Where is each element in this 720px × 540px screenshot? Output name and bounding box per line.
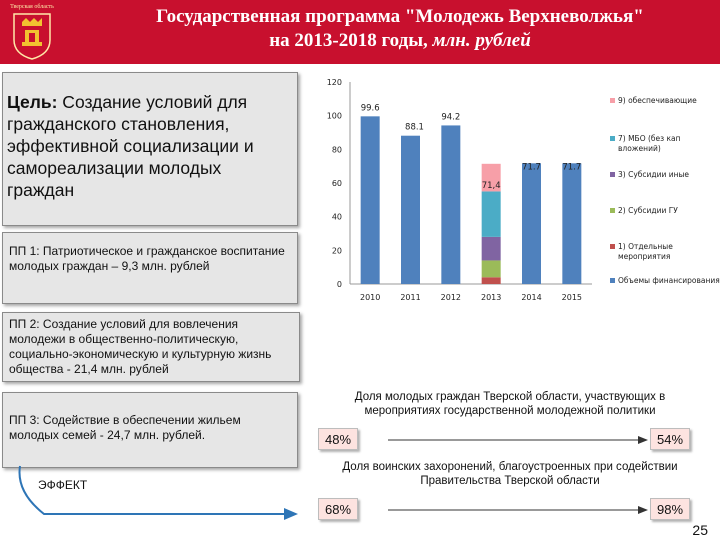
legend-swatch: [610, 244, 615, 249]
bar-data-label: 99.6: [360, 103, 380, 114]
legend-label: 7) МБО (без кап: [618, 134, 681, 143]
legend-swatch: [610, 172, 615, 177]
effect-bracket-arrow: [14, 462, 304, 522]
indicator-1-arrow: [388, 434, 650, 446]
goal-label: Цель:: [7, 92, 58, 112]
x-tick-label: 2014: [521, 293, 542, 302]
legend-swatch: [610, 208, 615, 213]
indicator-1-from: 48%: [318, 428, 358, 450]
y-tick-label: 60: [331, 179, 342, 188]
bar-segment: [401, 136, 420, 284]
y-tick-label: 80: [331, 145, 342, 155]
legend-label: мероприятия: [618, 252, 671, 261]
coat-of-arms-icon: [8, 4, 56, 60]
legend-label: 2) Субсидии ГУ: [618, 206, 678, 215]
x-tick-label: 2011: [400, 293, 421, 302]
bar-segment: [522, 163, 541, 284]
bar-segment: [482, 260, 501, 277]
bar-data-label: 88.1: [405, 122, 424, 133]
x-tick-label: 2010: [359, 293, 381, 302]
bar-data-label: 71,4: [481, 180, 501, 191]
indicator-2-title: Доля воинских захоронений, благоустроенных при содействии Правительства Тверской области: [342, 461, 678, 487]
legend-label: 3) Субсидии иные: [618, 170, 690, 179]
legend-swatch: [610, 136, 615, 141]
legend-swatch: [610, 278, 615, 283]
page-number: 25: [692, 522, 708, 538]
y-tick-label: 100: [326, 111, 342, 121]
subprogram-2-box: ПП 2: Создание условий для вовлечения молодежи в общественно-политическую, социально-экономическую и культурную жизнь общества - 21,4 млн. рублей: [2, 312, 300, 382]
legend-label: 1) Отдельные: [618, 242, 673, 251]
title-line2: [90, 29, 710, 53]
title-line2-main: на 2013-2018 годы,: [269, 30, 428, 51]
y-tick-label: 0: [336, 280, 342, 289]
indicator-2-arrow: [388, 504, 650, 516]
goal-text: Создание условий для гражданского становления, эффективной социализации и самореализации молодых граждан: [7, 92, 254, 200]
funding-bar-chart: [300, 72, 720, 312]
header-banner: [0, 0, 720, 64]
emblem-caption: Тверская область: [10, 4, 54, 10]
indicator-1-to: 54%: [650, 428, 690, 450]
legend-label: Объемы финансирования: [618, 276, 720, 285]
title-line1: Государственная программа "Молодежь Верхневолжья": [156, 6, 644, 27]
goal-box: [2, 72, 298, 226]
y-tick-label: 40: [331, 212, 342, 222]
subprogram-3-box: ПП 3: Содействие в обеспечении жильем молодых семей - 24,7 млн. рублей.: [2, 392, 298, 468]
bar-data-label: 71.7: [562, 162, 582, 173]
title-unit: млн. рублей: [427, 30, 531, 51]
effect-label: ЭФФЕКТ: [38, 478, 88, 492]
bar-segment: [361, 116, 380, 284]
bar-data-label: 71.7: [522, 162, 541, 173]
bar-segment: [482, 277, 501, 284]
legend-label: 9) обеспечивающие: [618, 96, 697, 105]
indicator-1-title: Доля молодых граждан Тверской области, участвующих в мероприятиях государственной молодежной политики: [354, 391, 666, 417]
subprogram-1-box: ПП 1: Патриотическое и гражданское воспитание молодых граждан – 9,3 млн. рублей: [2, 232, 298, 304]
page-title: [90, 5, 710, 53]
x-tick-label: 2013: [480, 293, 502, 302]
indicator-2-from: 68%: [318, 498, 358, 520]
bar-segment: [482, 237, 501, 261]
bar-data-label: 94.2: [441, 112, 461, 123]
y-tick-label: 20: [331, 246, 342, 256]
y-tick-label: 120: [326, 78, 342, 87]
x-tick-label: 2012: [440, 293, 462, 302]
x-tick-label: 2015: [561, 293, 583, 302]
indicator-2-to: 98%: [650, 498, 690, 520]
region-emblem: [8, 4, 56, 60]
bar-segment: [562, 163, 581, 284]
legend-label: вложений): [618, 144, 661, 153]
bar-segment: [441, 125, 460, 284]
bar-segment: [482, 191, 501, 236]
legend-swatch: [610, 98, 615, 103]
